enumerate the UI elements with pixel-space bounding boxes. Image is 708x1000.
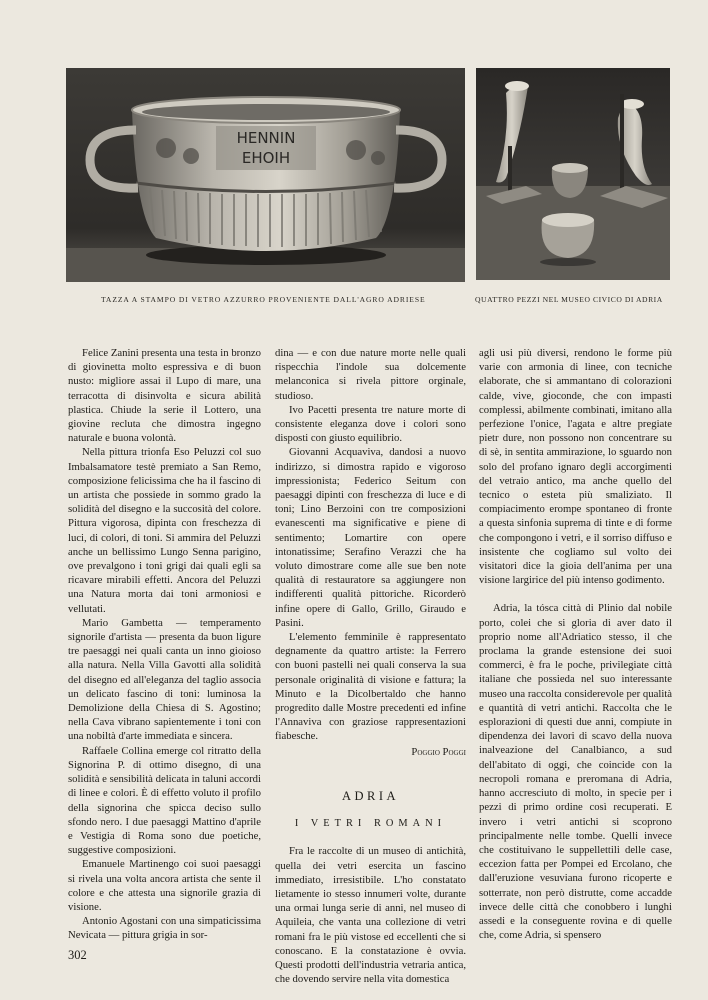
paragraph: Adria, la tósca città di Plinio dal nobile porto, colei che si gloria di aver dato il proprio nome all'Adriatico stesso, il che proclama la grande estensione dei suoi commerci, è fra le poche, privilegiate città italiane che possieda nel suo interessante museo una raccolta considerevole per qualità e quantità di vetri antichi. Raccolta che le esplorazioni di questi due anni, compiute in dipendenza dei lavori di scavo della nuova inalveazione del Canalbianco, a sud dell'abitato di oggi, che coincide con la necropoli romana e preromana di Adria, hanno accresciuto di molto, in specie per i pezzi di primo ordine così recuperati. E invero i vetri antichi si scoprono principalmente nelle tombe. Quelli invece che costituivano le suppellettili delle case, eccezion fatta per Pompei ed Ercolano, che dall'eruzione vesuviana furono ricoperte e sotterrate, non però distrutte, come accadde invece delle città che conobbero i lunghi assedi e la conseguente rovina e di quelle che, come Adria, si spensero — [479, 602, 672, 942]
right-photo-caption: QUATTRO PEZZI NEL MUSEO CIVICO DI ADRIA — [475, 295, 663, 304]
glass-cup-photo — [66, 68, 465, 282]
text-column-2 — [275, 346, 466, 986]
paragraph: dina — e con due nature morte nelle quali rispecchia l'indole sua dolcemente melanconica si rivela pittore orginale, studioso. — [275, 347, 466, 402]
left-photo-caption: TAZZA A STAMPO DI VETRO AZZURRO PROVENIENTE DALL'AGRO ADRIESE — [101, 295, 426, 304]
svg-text:EHOIH: EHOIH — [241, 149, 291, 167]
text-column-3 — [479, 346, 672, 942]
paragraph: Antonio Agostani con una simpaticissima Nevicata — pittura grigia in sor- — [68, 915, 261, 942]
paragraph: Giovanni Acquaviva, dandosi a nuovo indirizzo, si dimostra rapido e vigoroso impressionista; Federico Seitum con paesaggi dipinti con freschezza di luce e di toni; Lino Berzoini con tre composizioni evanescenti ma significative e piene di sentimento; Lomartire con opere intonatissime; Serafino Verazzi che ha voluto dimostrare come alle sue ben note qualità di restauratore sa aggiungere non indifferenti qualità pittoriche. Ricorderò infine opere di Gallo, Grillo, Giraudo e Pasini. — [275, 446, 466, 629]
paragraph: L'elemento femminile è rappresentato degnamente da quattro artiste: la Ferrero con buoni pastelli nei quali conserva la sua personale originalità di visione e fattura; la Minuto e la Dicolbertaldo che hanno progredito dalle Mostre precedenti ed infine l'Annaviva con graziose rappresentazioni fiabesche. — [275, 631, 466, 743]
paragraph: Felice Zanini presenta una testa in bronzo di giovinetta molto espressiva e di buon nusto: migliore assai il Lupo di mare, una terracotta di disinvolta e sicura abilità plastica. Chiude la serie il Lottero, una giovine recluta che dimostra ingegno naturale e buona volontà. — [68, 347, 261, 445]
paragraph: Nella pittura trionfa Eso Peluzzi col suo Imbalsamatore testè premiato a San Remo, composizione felicissima che ha il fascino di un artista che possiede in sommo grado la solidità del disegno e la succosità del colore. Pittura vigorosa, dipinta con freschezza di luci, di colori, di toni. Si ammira del Peluzzi anche un bellissimo Lungo Senna parigino, ove prevalgono i toni grigi dai quali egli sa ricavare mirabili effetti. Ancora del Peluzzi una Natura morta dai toni armoniosi e vellutati. — [68, 446, 261, 615]
svg-text:HENNIN: HENNIN — [236, 129, 296, 147]
paragraph: Ivo Pacetti presenta tre nature morte di consistente eleganza dove i colori sono disposti con giusto equilibrio. — [275, 403, 466, 445]
paragraph: Raffaele Collina emerge col ritratto della Signorina P. di ottimo disegno, di una solidità e sensibilità delicata in taluni accordi di linee e colori. È di effetto voluto il profilo della signorina che spicca deciso sullo sfondo nero. I due paesaggi Mattino d'aprile e Vestigia di Roma sono due poetiche, suggestive composizioni. — [68, 744, 261, 857]
section-subtitle: I VETRI ROMANI — [294, 818, 447, 830]
author-signature: Poggio Poggi — [411, 745, 466, 758]
page-number: 302 — [68, 948, 87, 962]
section-title: ADRIA — [341, 788, 400, 803]
paragraph: Fra le raccolte di un museo di antichità, quella dei vetri esercita un fascino immediato, irresistibile. L'ho constatato lietamente io stesso innumeri volte, durante una ormai lunga serie di anni, nel museo di Aquileia, che vanta una collezione di vetri romani fra le più vistose ed eccellenti che si conoscano. E la constatazione è ovvia. Questi prodotti dell'industria vetraria antica, che dovendo servire nella vita domestica — [275, 845, 466, 986]
text-column-1 — [68, 346, 261, 943]
paragraph: Emanuele Martinengo coi suoi paesaggi si rivela una volta ancora artista che sente il colore e che attesta una signorile grazia di visione. — [68, 858, 261, 913]
museum-glass-pieces-photo — [476, 68, 670, 280]
paragraph: agli usi più diversi, rendono le forme più varie con armonia di linee, con tecniche elaborate, che si ammantano di colorazioni calde, vive, gioconde, che con impasti complessi, abilmente combinati, imitano alla perfezione l'onice, l'agata e altre pregiate pietr dure, non possono non concentrare su di sè, in sentita ammirazione, lo sguardo non solo del profano ignaro degli accorgimenti del vetraio antico, ma anche quello del tecnico o esteta più smaliziato. Il compiacimento erompe spontaneo di fronte a questa sinfonia suprema di tinte e di forme che compongono i vetri, e il sorriso diffuso e insistente che cogliamo sul volto dei visitatori dice la gioia dell'anima per una visione largirice del più intenso godimento. — [479, 347, 672, 587]
paragraph: Mario Gambetta — temperamento signorile d'artista — presenta da buon ligure tre paesaggi nei quali canta un inno gioioso alla natura. Nella Villa Gavotti alla solidità del disegno ed all'eleganza del taglio associa un delicato fascino di toni: luminosa la Demolizione della Chiesa di S. Agostino; nella Cava vibrano sapientemente i toni con una nobiltà d'arte immediata e sincera. — [68, 616, 261, 743]
